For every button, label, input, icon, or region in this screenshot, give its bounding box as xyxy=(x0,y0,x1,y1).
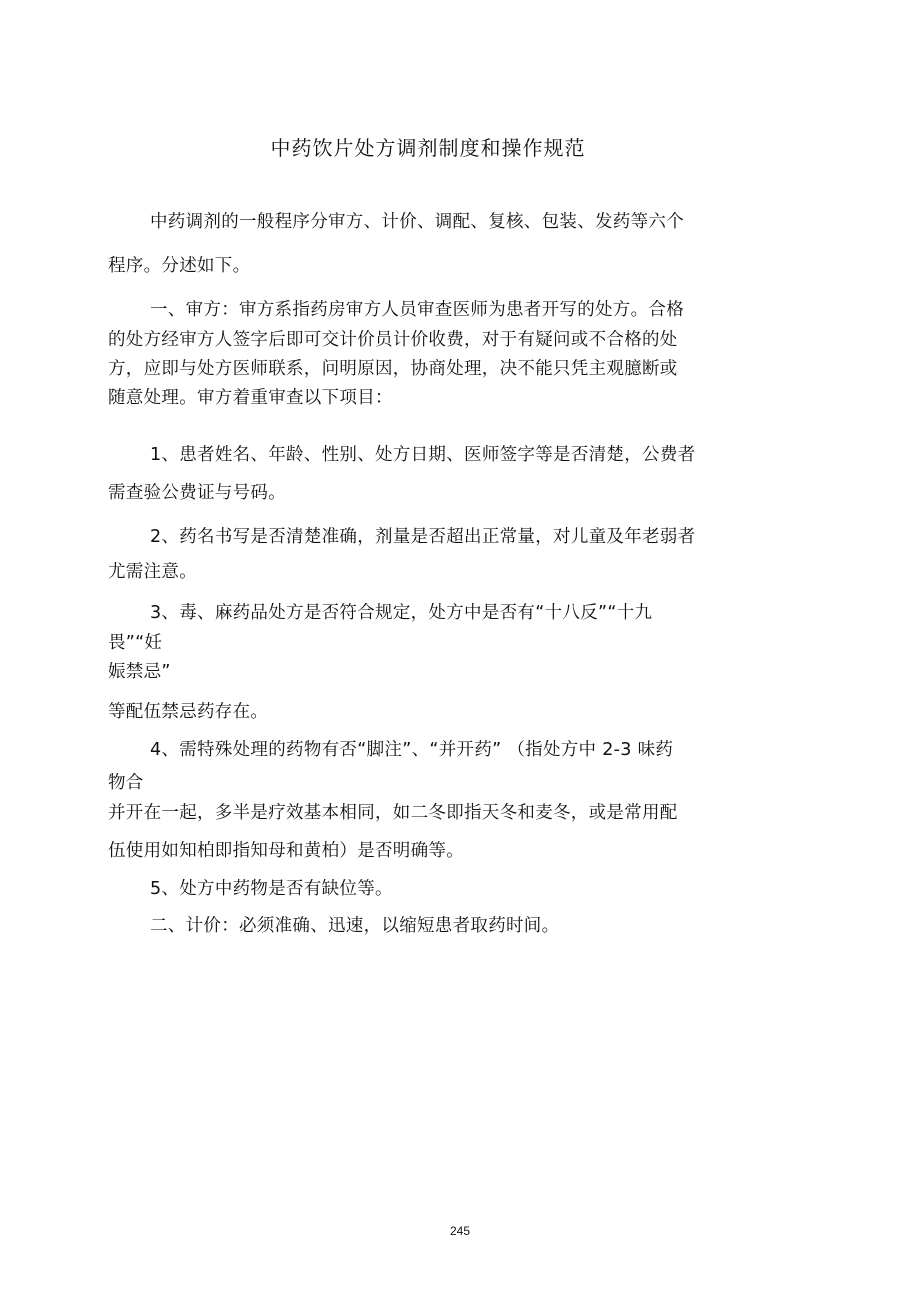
paragraph-line: 伍使用如知柏即指知母和黄柏）是否明确等。 xyxy=(108,841,464,861)
document-title: 中药饮片处方调剂制度和操作规范 xyxy=(270,136,586,160)
paragraph-line: 随意处理。审方着重审查以下项目： xyxy=(108,388,393,408)
paragraph-line: 程序。分述如下。 xyxy=(108,256,251,276)
paragraph-line: 畏”“妊 xyxy=(108,633,163,653)
paragraph-line: 2、药名书写是否清楚准确，剂量是否超出正常量，对儿童及年老弱者 xyxy=(150,527,696,547)
paragraph-line: 需查验公费证与号码。 xyxy=(108,483,286,503)
paragraph-line: 3、毒、麻药品处方是否符合规定，处方中是否有“十八反”“十九 xyxy=(150,603,653,623)
paragraph-line: 二、计价：必须准确、迅速，以缩短患者取药时间。 xyxy=(150,916,560,936)
paragraph-line: 等配伍禁忌药存在。 xyxy=(108,702,269,722)
paragraph-line: 物合 xyxy=(108,773,144,793)
paragraph-line: 娠禁忌” xyxy=(108,662,171,682)
paragraph-line: 1、患者姓名、年龄、性别、处方日期、医师签字等是否清楚，公费者 xyxy=(150,445,696,465)
paragraph-line: 尤需注意。 xyxy=(108,562,197,582)
paragraph-line: 并开在一起，多半是疗效基本相同，如二冬即指天冬和麦冬，或是常用配 xyxy=(108,803,678,823)
paragraph-line: 4、需特殊处理的药物有否“脚注”、“并开药” （指处方中 2-3 味药 xyxy=(150,740,674,760)
page-number: 245 xyxy=(449,1224,471,1238)
paragraph-line: 中药调剂的一般程序分审方、计价、调配、复核、包装、发药等六个 xyxy=(150,212,684,232)
paragraph-line: 方，应即与处方医师联系，问明原因，协商处理，决不能只凭主观臆断或 xyxy=(108,359,678,379)
paragraph-line: 一、审方：审方系指药房审方人员审查医师为患者开写的处方。合格 xyxy=(150,300,684,320)
paragraph-line: 的处方经审方人签字后即可交计价员计价收费，对于有疑问或不合格的处 xyxy=(108,330,678,350)
paragraph-line: 5、处方中药物是否有缺位等。 xyxy=(150,879,393,899)
